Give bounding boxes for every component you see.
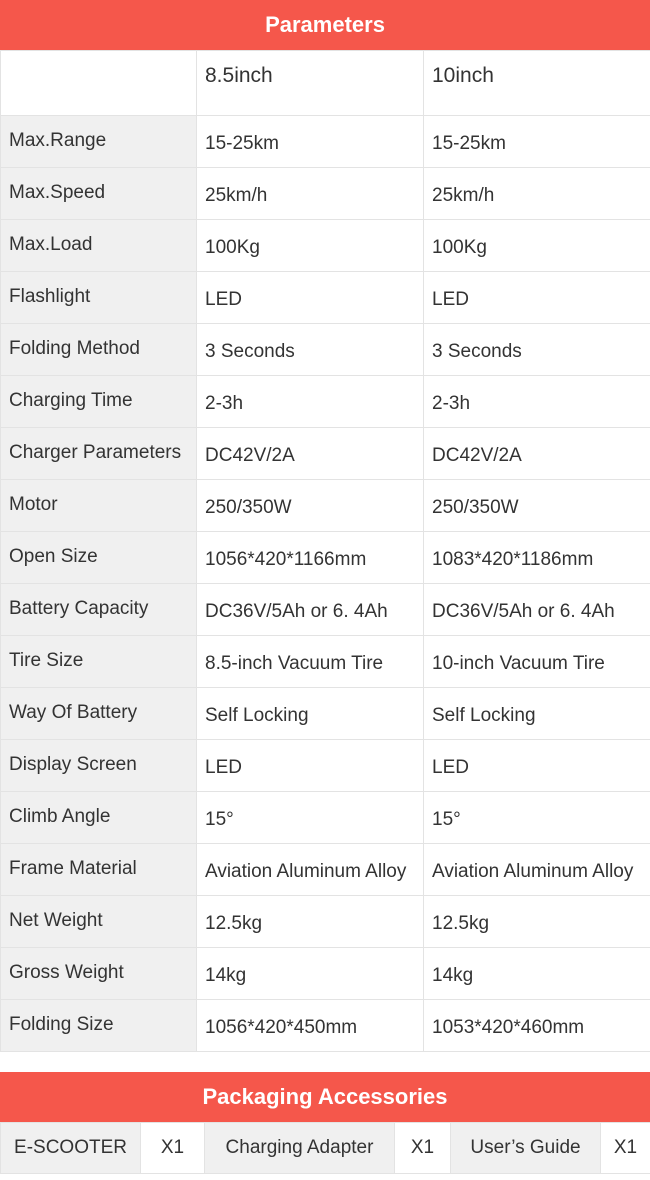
packaging-row	[1, 1123, 650, 1174]
spec-value-10inch: DC42V/2A	[424, 428, 650, 480]
spec-value-8-5inch: 14kg	[197, 948, 424, 1000]
spec-value-10inch: 14kg	[424, 948, 650, 1000]
spec-value-8-5inch: 12.5kg	[197, 896, 424, 948]
table-row	[1, 948, 650, 1000]
spec-value-10inch: 100Kg	[424, 220, 650, 272]
spec-label: Display Screen	[1, 740, 197, 792]
accessory-name: E-SCOOTER	[1, 1123, 141, 1174]
spec-value-10inch: LED	[424, 272, 650, 324]
spec-label: Way Of Battery	[1, 688, 197, 740]
table-row	[1, 896, 650, 948]
table-row	[1, 428, 650, 480]
table-row	[1, 740, 650, 792]
spec-value-8-5inch: 25km/h	[197, 168, 424, 220]
spec-value-10inch: 250/350W	[424, 480, 650, 532]
spec-value-8-5inch: LED	[197, 272, 424, 324]
spec-label: Folding Method	[1, 324, 197, 376]
table-row	[1, 688, 650, 740]
spec-value-8-5inch: 15°	[197, 792, 424, 844]
spec-label: Folding Size	[1, 1000, 197, 1052]
table-row	[1, 324, 650, 376]
parameters-table	[0, 50, 650, 1052]
table-row	[1, 844, 650, 896]
spec-label: Tire Size	[1, 636, 197, 688]
spec-value-8-5inch: 250/350W	[197, 480, 424, 532]
spec-value-10inch: 1083*420*1186mm	[424, 532, 650, 584]
spec-label: Battery Capacity	[1, 584, 197, 636]
spec-label: Frame Material	[1, 844, 197, 896]
spec-value-10inch: Aviation Aluminum Alloy	[424, 844, 650, 896]
spec-value-10inch: 12.5kg	[424, 896, 650, 948]
accessory-qty: X1	[395, 1123, 451, 1174]
spec-value-10inch: 15-25km	[424, 116, 650, 168]
header-cell-8-5inch: 8.5inch	[197, 51, 424, 116]
spec-value-8-5inch: 1056*420*450mm	[197, 1000, 424, 1052]
spec-value-10inch: 10-inch Vacuum Tire	[424, 636, 650, 688]
table-row	[1, 376, 650, 428]
parameters-banner	[0, 0, 650, 50]
spec-value-8-5inch: 100Kg	[197, 220, 424, 272]
parameters-title: Parameters	[265, 12, 385, 37]
spec-label: Motor	[1, 480, 197, 532]
table-header-row	[1, 51, 650, 116]
table-row	[1, 480, 650, 532]
spec-value-8-5inch: 1056*420*1166mm	[197, 532, 424, 584]
spec-label: Charging Time	[1, 376, 197, 428]
spec-value-10inch: 2-3h	[424, 376, 650, 428]
spec-value-10inch: 15°	[424, 792, 650, 844]
spec-value-8-5inch: Self Locking	[197, 688, 424, 740]
packaging-title: Packaging Accessories	[202, 1084, 448, 1109]
accessory-name: Charging Adapter	[205, 1123, 395, 1174]
table-row	[1, 168, 650, 220]
spec-value-10inch: LED	[424, 740, 650, 792]
spec-label: Charger Parameters	[1, 428, 197, 480]
spec-label: Max.Load	[1, 220, 197, 272]
accessory-name: User’s Guide	[451, 1123, 601, 1174]
spec-label: Flashlight	[1, 272, 197, 324]
spec-label: Net Weight	[1, 896, 197, 948]
spec-value-8-5inch: 3 Seconds	[197, 324, 424, 376]
table-row	[1, 116, 650, 168]
spec-label: Gross Weight	[1, 948, 197, 1000]
accessory-qty: X1	[141, 1123, 205, 1174]
spec-value-10inch: 3 Seconds	[424, 324, 650, 376]
spec-value-8-5inch: LED	[197, 740, 424, 792]
spec-value-8-5inch: DC42V/2A	[197, 428, 424, 480]
table-row	[1, 532, 650, 584]
spec-value-8-5inch: Aviation Aluminum Alloy	[197, 844, 424, 896]
spec-value-10inch: DC36V/5Ah or 6. 4Ah	[424, 584, 650, 636]
table-row	[1, 220, 650, 272]
spec-value-10inch: Self Locking	[424, 688, 650, 740]
spec-value-10inch: 1053*420*460mm	[424, 1000, 650, 1052]
spec-value-8-5inch: 2-3h	[197, 376, 424, 428]
packaging-banner	[0, 1072, 650, 1122]
spec-label: Max.Speed	[1, 168, 197, 220]
spec-label: Open Size	[1, 532, 197, 584]
spec-value-8-5inch: 8.5-inch Vacuum Tire	[197, 636, 424, 688]
spec-label: Climb Angle	[1, 792, 197, 844]
spec-label: Max.Range	[1, 116, 197, 168]
spec-value-8-5inch: DC36V/5Ah or 6. 4Ah	[197, 584, 424, 636]
table-row	[1, 584, 650, 636]
table-row	[1, 272, 650, 324]
header-cell-empty	[1, 51, 197, 116]
header-cell-10inch: 10inch	[424, 51, 650, 116]
accessory-qty: X1	[601, 1123, 650, 1174]
packaging-table	[0, 1122, 650, 1174]
table-row	[1, 792, 650, 844]
spec-value-8-5inch: 15-25km	[197, 116, 424, 168]
table-row	[1, 1000, 650, 1052]
spec-value-10inch: 25km/h	[424, 168, 650, 220]
table-row	[1, 636, 650, 688]
